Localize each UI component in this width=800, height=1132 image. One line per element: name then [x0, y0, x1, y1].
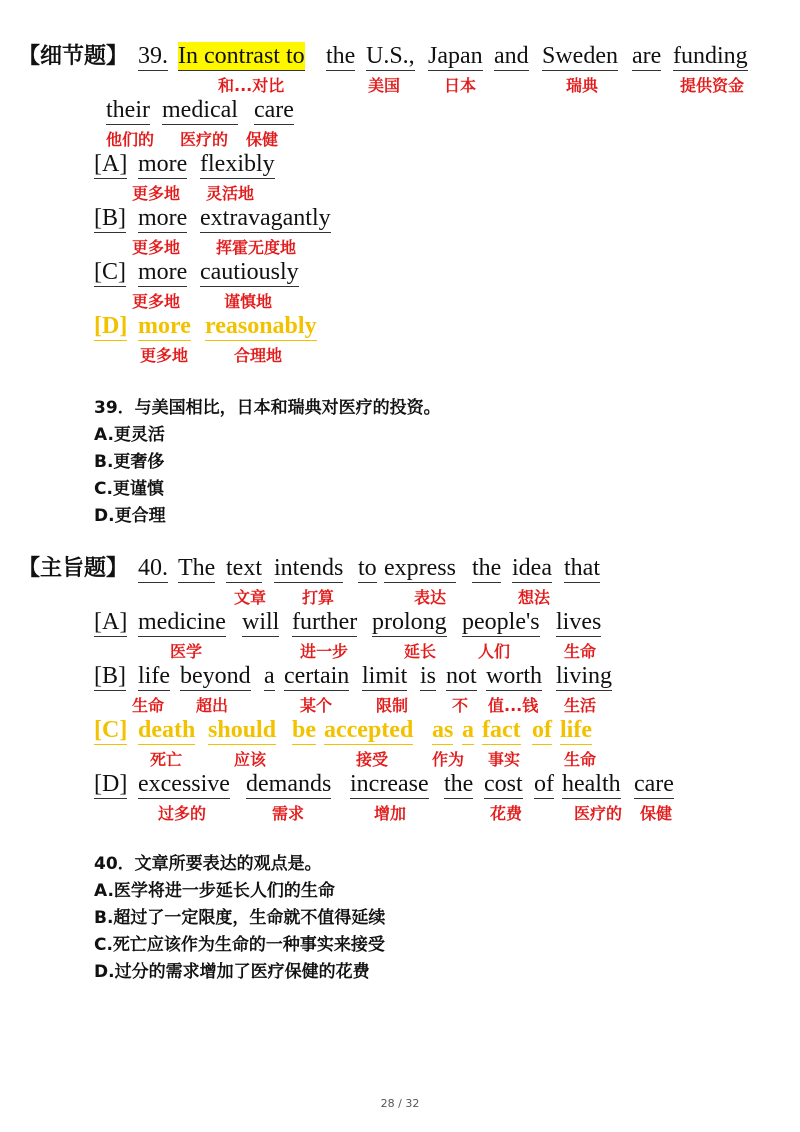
translation-question: 39．与美国相比，日本和瑞典对医疗的投资。 [94, 398, 441, 418]
translation-option: B.超过了一定限度，生命就不值得延续 [94, 908, 386, 928]
translation-option: C.死亡应该作为生命的一种事实来接受 [94, 935, 385, 955]
word: care [634, 771, 674, 797]
question-number: 40. [138, 555, 168, 581]
gloss: 挥霍无度地 [216, 238, 297, 257]
gloss: 增加 [374, 804, 407, 823]
gloss: 医疗的 [574, 804, 623, 823]
gloss: 进一步 [300, 642, 349, 661]
word-answer: accepted [324, 717, 414, 743]
word: living [556, 663, 613, 689]
word: cautiously [200, 259, 299, 285]
translation-option: C.更谨慎 [94, 479, 164, 499]
gloss: 作为 [432, 750, 465, 769]
gloss: 某个 [300, 696, 333, 715]
word: cost [484, 771, 523, 797]
word: increase [350, 771, 429, 797]
gloss: 花费 [490, 804, 523, 823]
gloss: 生活 [564, 696, 597, 715]
gloss: 瑞典 [566, 76, 599, 95]
gloss: 生命 [132, 696, 165, 715]
word-highlighted: In contrast to [178, 43, 305, 69]
word: the [444, 771, 474, 797]
gloss: 生命 [564, 642, 597, 661]
question-number: 39. [138, 43, 168, 69]
gloss: 打算 [302, 588, 335, 607]
translation-option: D.更合理 [94, 506, 166, 526]
gloss: 更多地 [132, 238, 181, 257]
word: limit [362, 663, 408, 689]
gloss: 表达 [414, 588, 447, 607]
option-label-c: [C] [94, 259, 126, 285]
page-number: 28 / 32 [380, 1097, 420, 1110]
gloss: 美国 [368, 76, 401, 95]
option-label-a: [A] [94, 151, 128, 177]
word: Japan [428, 43, 483, 69]
gloss: 文章 [234, 588, 267, 607]
gloss: 他们的 [106, 130, 155, 149]
gloss: 保健 [246, 130, 279, 149]
gloss: 事实 [488, 750, 521, 769]
word: extravagantly [200, 205, 331, 231]
gloss: 和...对比 [218, 76, 285, 95]
word: are [632, 43, 662, 69]
option-label-d-answer: [D] [94, 313, 128, 339]
question-type-tag: 【细节题】 [18, 44, 129, 69]
word: more [138, 259, 188, 285]
word-answer: be [292, 717, 316, 743]
word: lives [556, 609, 602, 635]
word: The [178, 555, 216, 581]
option-label-b: [B] [94, 205, 126, 231]
translation-option: B.更奢侈 [94, 452, 165, 472]
gloss: 人们 [478, 642, 511, 661]
gloss: 需求 [272, 804, 305, 823]
word: more [138, 205, 188, 231]
word-answer: a [462, 717, 474, 743]
word: is [420, 663, 437, 689]
gloss: 接受 [356, 750, 389, 769]
gloss: 限制 [376, 696, 409, 715]
translation-option: A.更灵活 [94, 425, 165, 445]
gloss: 医疗的 [180, 130, 229, 149]
word: express [384, 555, 456, 581]
word: and [494, 43, 529, 69]
translation-option: D.过分的需求增加了医疗保健的花费 [94, 962, 370, 982]
word-answer: as [432, 717, 454, 743]
word: certain [284, 663, 350, 689]
gloss: 更多地 [132, 292, 181, 311]
word: beyond [180, 663, 251, 689]
gloss: 更多地 [132, 184, 181, 203]
option-label-b: [B] [94, 663, 126, 689]
word-answer: fact [482, 717, 521, 743]
word: U.S., [366, 43, 415, 69]
gloss: 生命 [564, 750, 597, 769]
word: Sweden [542, 43, 618, 69]
gloss: 提供资金 [680, 76, 745, 95]
word-answer: life [560, 717, 592, 743]
word: funding [673, 43, 748, 69]
option-label-c-answer: [C] [94, 717, 128, 743]
word: a [264, 663, 275, 689]
gloss: 值...钱 [488, 696, 539, 715]
word: the [326, 43, 356, 69]
gloss: 医学 [170, 642, 203, 661]
word: of [534, 771, 554, 797]
word: care [254, 97, 294, 123]
gloss: 合理地 [234, 346, 283, 365]
question-type-tag: 【主旨题】 [18, 556, 129, 581]
word: excessive [138, 771, 230, 797]
translation-block-39 [94, 395, 441, 530]
gloss: 应该 [234, 750, 267, 769]
gloss: 日本 [444, 76, 477, 95]
gloss: 过多的 [158, 804, 207, 823]
word: life [138, 663, 170, 689]
word: their [106, 97, 150, 123]
word: health [562, 771, 621, 797]
word: demands [246, 771, 332, 797]
option-label-a: [A] [94, 609, 128, 635]
word: people's [462, 609, 540, 635]
gloss: 死亡 [150, 750, 183, 769]
translation-block-40 [94, 851, 385, 986]
word-answer: death [138, 717, 196, 743]
word: further [292, 609, 358, 635]
word: to [358, 555, 377, 581]
gloss: 想法 [518, 588, 551, 607]
word: that [564, 555, 600, 581]
gloss: 超出 [196, 696, 229, 715]
word: intends [274, 555, 344, 581]
word: text [226, 555, 262, 581]
translation-question: 40．文章所要表达的观点是。 [94, 854, 322, 874]
word: the [472, 555, 502, 581]
word: medicine [138, 609, 226, 635]
word: idea [512, 555, 552, 581]
word: flexibly [200, 151, 275, 177]
word: will [242, 609, 280, 635]
gloss: 保健 [640, 804, 673, 823]
word-answer: of [532, 717, 552, 743]
gloss: 谨慎地 [224, 292, 273, 311]
option-label-d: [D] [94, 771, 128, 797]
word: prolong [372, 609, 447, 635]
gloss: 更多地 [140, 346, 189, 365]
word-answer: should [208, 717, 277, 743]
word: worth [486, 663, 542, 689]
word-answer: reasonably [205, 313, 317, 339]
translation-option: A.医学将进一步延长人们的生命 [94, 881, 335, 901]
word: not [446, 663, 477, 689]
word: more [138, 151, 188, 177]
gloss: 灵活地 [206, 184, 255, 203]
word: medical [162, 97, 238, 123]
gloss: 延长 [404, 642, 437, 661]
gloss: 不 [452, 696, 469, 715]
word-answer: more [138, 313, 191, 339]
